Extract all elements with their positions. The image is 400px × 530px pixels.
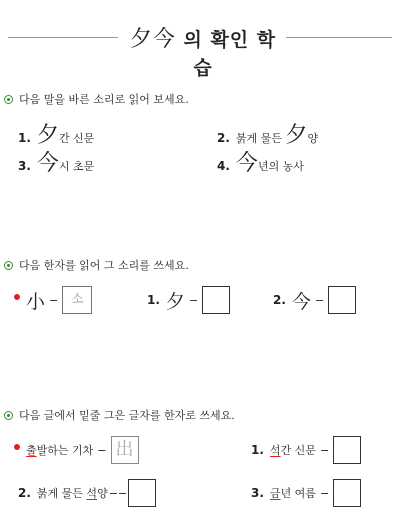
title-divider-left: [8, 37, 118, 38]
section3-item-1: [251, 436, 361, 464]
section1-heading-text: 다음 말을 바른 소리로 읽어 보세요.: [19, 93, 189, 106]
section2-item-2: [273, 286, 356, 314]
reading-item-3: [18, 146, 94, 177]
target-bullet-icon: [4, 411, 13, 420]
target-bullet-icon: [4, 261, 13, 270]
item-number: 3.: [18, 159, 31, 173]
item-number: 2.: [273, 293, 286, 307]
section3-heading-text: 다음 글에서 밑줄 그은 글자를 한자로 쓰세요.: [19, 409, 235, 422]
answer-box[interactable]: [128, 479, 156, 507]
section2-item-1: [147, 286, 230, 314]
answer-box[interactable]: [202, 286, 230, 314]
example-answer-box: 出: [111, 436, 139, 464]
page-title: [124, 22, 282, 80]
reading-item-1: [18, 118, 94, 149]
answer-box[interactable]: [333, 479, 361, 507]
underlined-char: 석: [86, 487, 98, 500]
hanja-char: 今: [235, 151, 258, 176]
section2-heading-text: 다음 한자를 읽어 그 소리를 쓰세요.: [19, 259, 189, 272]
item-number: 3.: [251, 486, 264, 500]
section3-item-3: [251, 479, 361, 507]
title-divider-right: [286, 37, 392, 38]
item-number: 1.: [147, 293, 160, 307]
dash: −: [49, 293, 59, 307]
hanja-char: 小: [26, 290, 46, 313]
item-number: 4.: [217, 159, 230, 173]
title-label: 의 확인 학습: [183, 29, 277, 79]
example-bullet-icon: [14, 444, 20, 450]
item-text: 붉게 물든: [36, 487, 87, 500]
dash: −: [319, 443, 330, 457]
item-text: 발하는 기차: [36, 444, 94, 457]
item-text: 붉게 물든: [235, 132, 286, 145]
hanja-char: 今: [291, 290, 311, 313]
item-text: 간 신문: [58, 132, 95, 145]
example-bullet-icon: [14, 294, 20, 300]
section3-heading: [4, 407, 235, 423]
section3-example: [14, 436, 139, 464]
example-answer-box: 소: [62, 286, 92, 314]
dash: −: [319, 486, 330, 500]
item-text: 년 여름: [280, 487, 316, 500]
item-number: 1.: [18, 131, 31, 145]
item-text: 양: [97, 487, 108, 500]
target-bullet-icon: [4, 95, 13, 104]
answer-box[interactable]: [328, 286, 356, 314]
section3-item-2: [18, 479, 156, 507]
item-number: 2.: [217, 131, 230, 145]
item-text: 시 초문: [58, 160, 95, 173]
underlined-char: 출: [26, 444, 37, 457]
underlined-char: 석: [269, 444, 281, 457]
section2-heading: [4, 257, 189, 273]
section2-example: [14, 286, 92, 314]
hanja-char: 夕: [165, 290, 185, 313]
dash: −−: [108, 486, 128, 500]
answer-box[interactable]: [333, 436, 361, 464]
dash: −: [97, 443, 107, 457]
hanja-char: 今: [36, 151, 59, 176]
worksheet-title: [0, 22, 400, 79]
dash: −: [188, 293, 199, 307]
item-text: 년의 농사: [257, 160, 304, 173]
item-text: 양: [307, 132, 319, 145]
hanja-char: 夕: [36, 123, 59, 148]
dash: −: [314, 293, 325, 307]
section1-heading: [4, 91, 189, 107]
item-number: 2.: [18, 486, 31, 500]
reading-item-4: [217, 146, 304, 177]
item-number: 1.: [251, 443, 264, 457]
reading-item-2: [217, 118, 318, 149]
item-text: 간 신문: [280, 444, 316, 457]
hanja-char: 夕: [285, 123, 308, 148]
underlined-char: 금: [269, 487, 281, 500]
title-hanja: 夕今: [129, 27, 176, 52]
